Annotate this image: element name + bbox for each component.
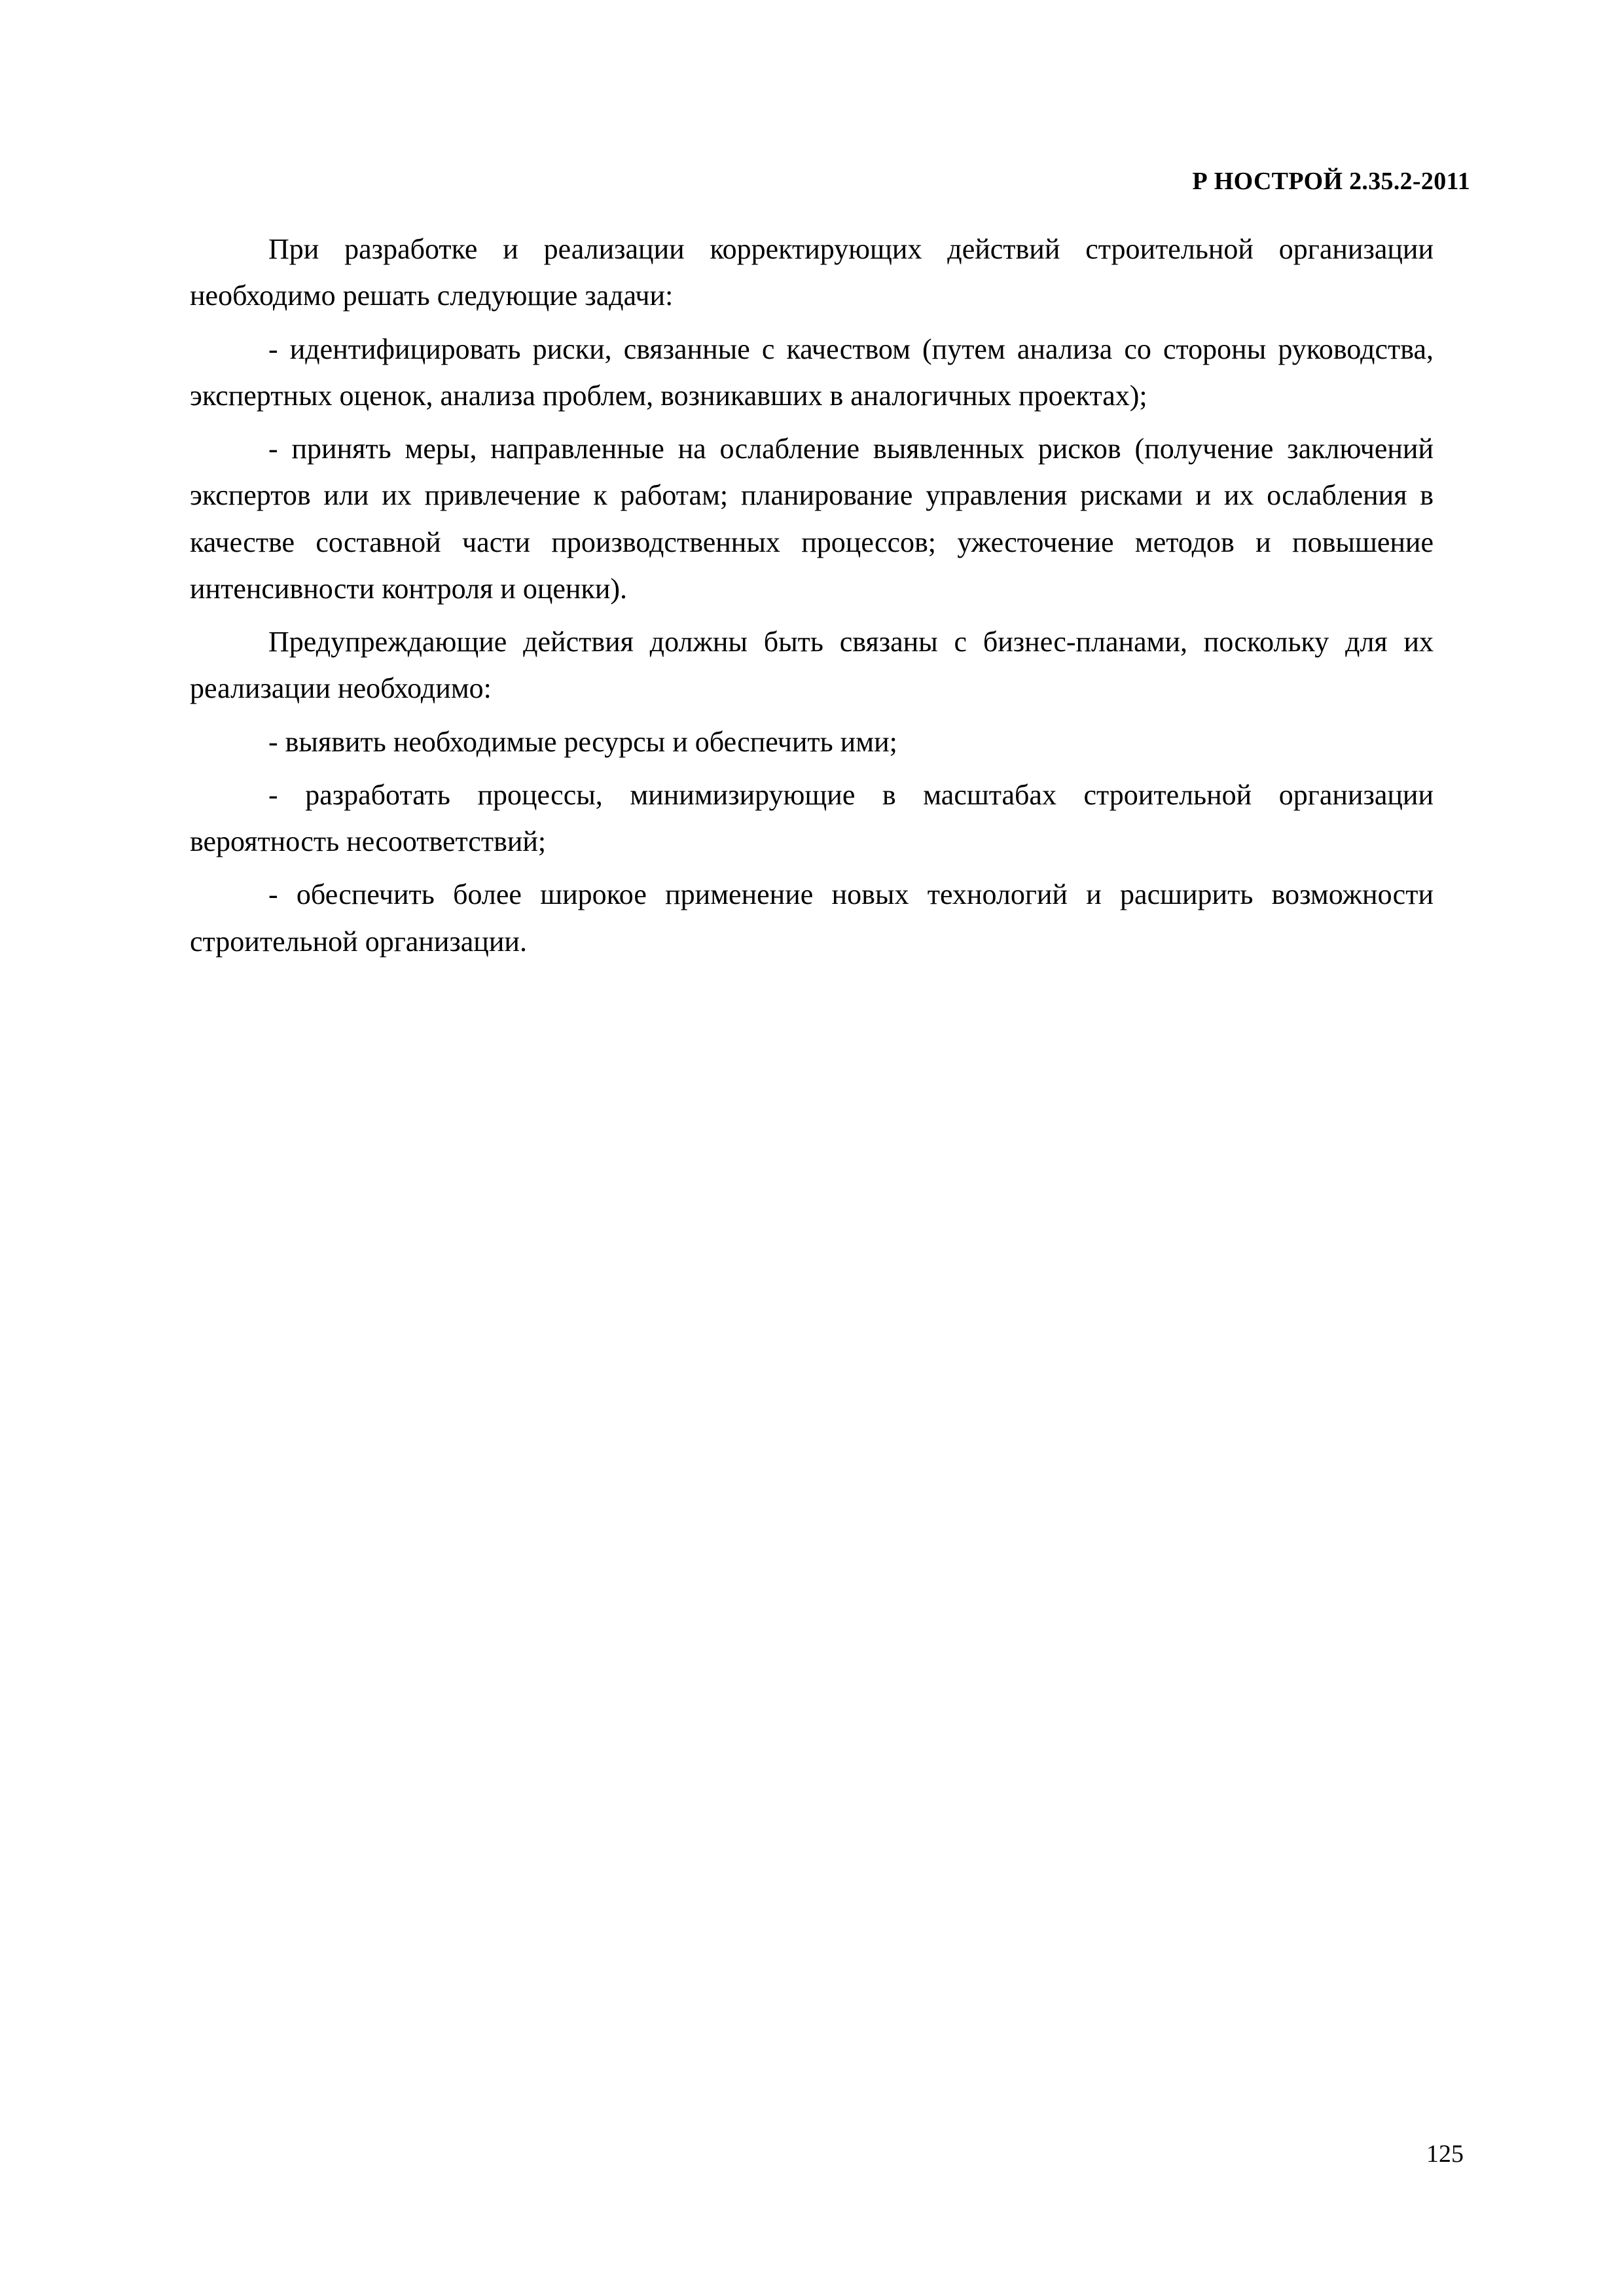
list-item-identify-risks: - идентифицировать риски, связанные с качеством (путем анализа со стороны руководства, экспертных оценок, анализа проблем, возникавших в аналогичных проектах);	[190, 332, 1434, 412]
page-body	[190, 226, 1434, 967]
page-number: 125	[1426, 2140, 1464, 2168]
list-item-mitigation-measures: - принять меры, направленные на ослабление выявленных рисков (получение заключений экспертов или их привлечение к работам; планирование управления рисками и их ослабления в качестве составной части производственных процессов; ужесточение методов и повышение интенсивности контроля и оценки).	[190, 433, 1434, 605]
paragraph-preventive-actions: Предупреждающие действия должны быть связаны с бизнес-планами, поскольку для их реализации необходимо:	[190, 626, 1434, 705]
paragraph-intro-corrective-actions: При разработке и реализации корректирующих действий строительной организации необходимо решать следующие задачи:	[190, 233, 1434, 312]
list-item-new-technologies: - обеспечить более широкое применение новых технологий и расширить возможности строительной организации.	[190, 878, 1434, 958]
list-item-identify-resources: - выявить необходимые ресурсы и обеспечить ими;	[268, 725, 897, 758]
list-item-develop-processes: - разработать процессы, минимизирующие в масштабах строительной организации вероятность несоответствий;	[190, 778, 1434, 858]
page-header-standard-code: Р НОСТРОЙ 2.35.2-2011	[1192, 168, 1470, 195]
